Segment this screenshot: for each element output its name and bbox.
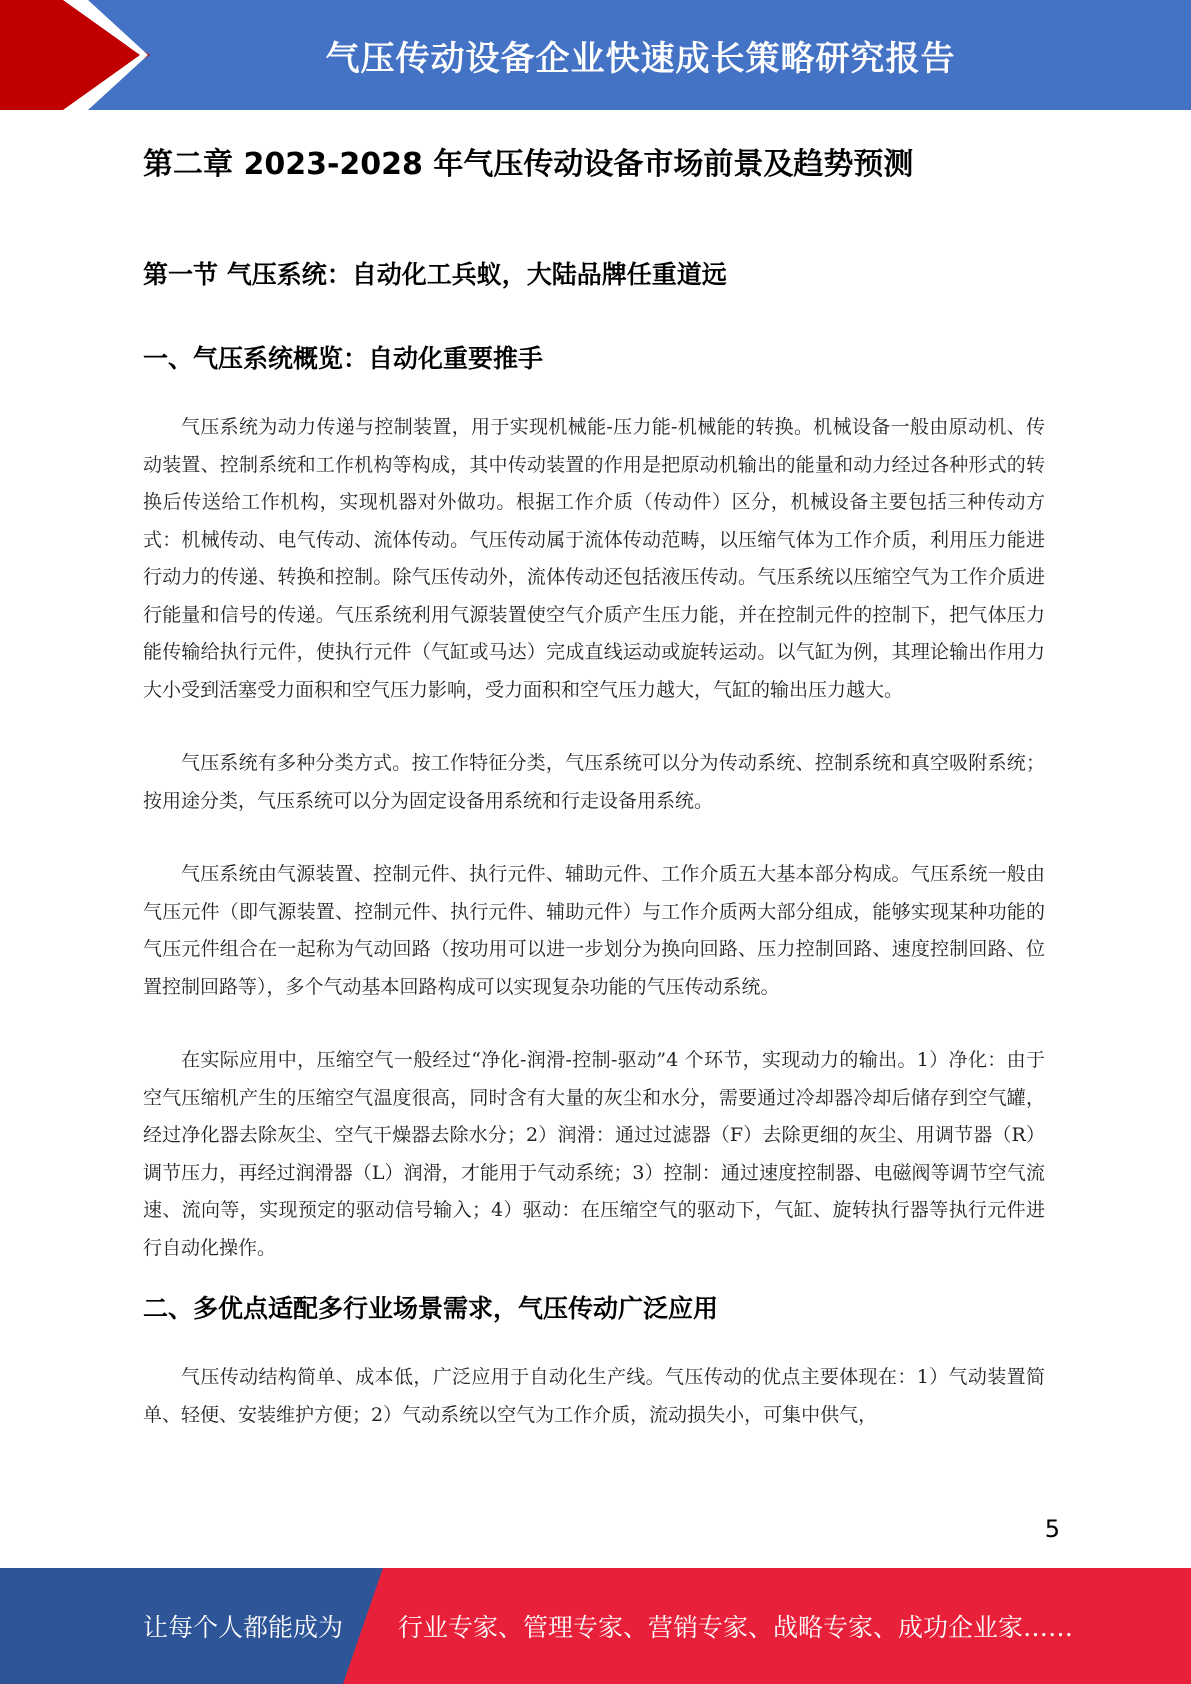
footer-slogan-left: 让每个人都能成为 — [143, 1613, 344, 1642]
paragraph: 气压系统由气源装置、控制元件、执行元件、辅助元件、工作介质五大基本部分构成。气压系统一般由气压元件（即气源装置、控制元件、执行元件、辅助元件）与工作介质两大部分组成，能够实现某种功能的气压元件组合在一起称为气动回路（按功用可以进一步划分为换向回路、压力控制回路、速度控制回路、位置控制回路等），多个气动基本回路构成可以实现复杂功能的气压传动系统。 — [143, 863, 1045, 998]
page-number: 5 — [1044, 1515, 1060, 1543]
subsection-title-2: 二、多优点适配多行业场景需求，气压传动广泛应用 — [143, 1294, 719, 1323]
paragraph: 气压系统为动力传递与控制装置，用于实现机械能-压力能-机械能的转换。机械设备一般由原动机、传动装置、控制系统和工作机构等构成，其中传动装置的作用是把原动机输出的能量和动力经过各种形式的转换后传送给工作机构，实现机器对外做功。根据工作介质（传动件）区分，机械设备主要包括三种传动方式：机械传动、电气传动、流体传动。气压传动属于流体传动范畴，以压缩气体为工作介质，利用压力能进行动力的传递、转换和控制。除气压传动外，流体传动还包括液压传动。气压系统以压缩空气为工作介质进行能量和信号的传递。气压系统利用气源装置使空气介质产生压力能，并在控制元件的控制下，把气体压力能传输给执行元件，使执行元件（气缸或马达）完成直线运动或旋转运动。以气缸为例，其理论输出作用力大小受到活塞受力面积和空气压力影响，受力面积和空气压力越大，气缸的输出压力越大。 — [143, 416, 1045, 701]
report-title: 气压传动设备企业快速成长策略研究报告 — [325, 38, 956, 79]
red-arrow-decoration — [0, 0, 150, 110]
chapter-title: 第二章 2023-2028 年气压传动设备市场前景及趋势预测 — [143, 147, 914, 182]
report-header-bar — [0, 0, 1191, 110]
section-title: 第一节 气压系统：自动化工兵蚁，大陆品牌任重道远 — [143, 260, 727, 289]
paragraph: 气压传动结构简单、成本低，广泛应用于自动化生产线。气压传动的优点主要体现在：1）气动装置简单、轻便、安装维护方便；2）气动系统以空气为工作介质，流动损失小，可集中供气， — [143, 1366, 1045, 1426]
footer-banner — [0, 1568, 1191, 1684]
paragraph: 在实际应用中，压缩空气一般经过“净化-润滑-控制-驱动”4 个环节，实现动力的输出。1）净化：由于空气压缩机产生的压缩空气温度很高，同时含有大量的灰尘和水分，需要通过冷却器冷却后储存到空气罐，经过净化器去除灰尘、空气干燥器去除水分；2）润滑：通过过滤器（F）去除更细的灰尘、用调节器（R）调节压力，再经过润滑器（L）润滑，才能用于气动系统；3）控制：通过速度控制器、电磁阀等调节空气流速、流向等，实现预定的驱动信号输入；4）驱动：在压缩空气的驱动下，气缸、旋转执行器等执行元件进行自动化操作。 — [143, 1049, 1045, 1259]
subsection-title-1: 一、气压系统概览：自动化重要推手 — [143, 344, 544, 373]
page-content — [143, 140, 1045, 1434]
footer-slogan-right: 行业专家、管理专家、营销专家、战略专家、成功企业家…… — [398, 1613, 1074, 1642]
paragraph: 气压系统有多种分类方式。按工作特征分类，气压系统可以分为传动系统、控制系统和真空吸附系统；按用途分类，气压系统可以分为固定设备用系统和行走设备用系统。 — [143, 752, 1045, 812]
